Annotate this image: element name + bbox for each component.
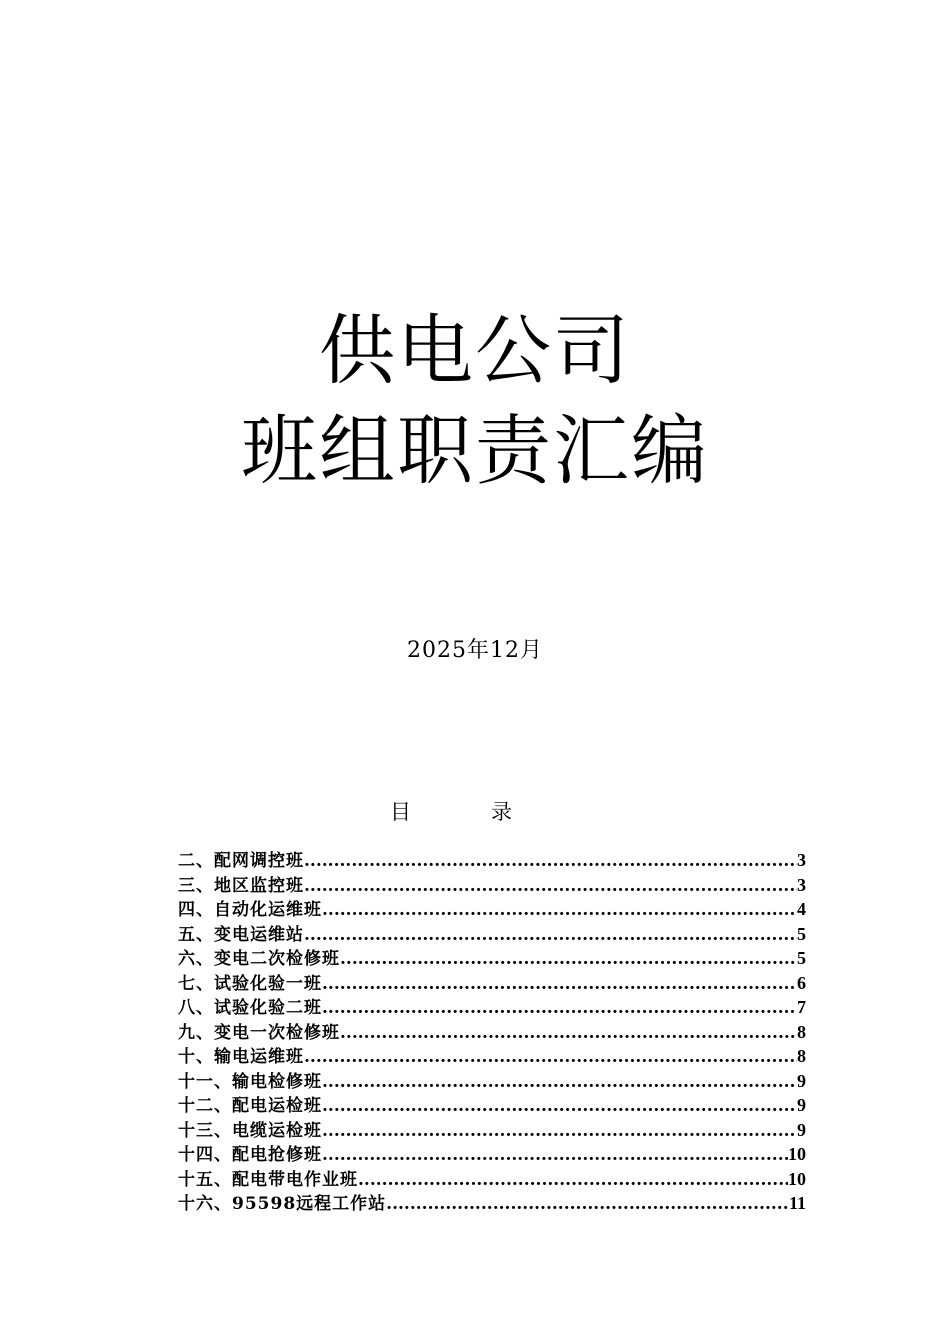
toc-entry-page: 11 (788, 1193, 806, 1213)
toc-leader-dots (340, 1023, 797, 1043)
toc-entry-page: 8 (797, 1021, 806, 1042)
toc-entry-label: 七、试验化验一班 (178, 973, 322, 993)
toc-entry[interactable] (178, 969, 806, 994)
toc-entry-page: 10 (788, 1144, 806, 1164)
toc-entry-label: 十三、电缆运检班 (178, 1120, 322, 1140)
toc-heading: 目录 (390, 800, 592, 824)
toc-entry[interactable] (178, 871, 806, 896)
toc-entry-label: 四、自动化运维班 (178, 900, 322, 920)
cover-title-line2: 班组职责汇编 (241, 406, 709, 495)
table-of-contents (178, 846, 806, 1214)
toc-leader-dots (304, 876, 797, 896)
toc-entry-label: 二、配网调控班 (178, 851, 304, 871)
toc-entry[interactable] (178, 944, 806, 969)
toc-entry-label: 十、输电运维班 (178, 1047, 304, 1067)
toc-entry-label: 十六、95598远程工作站 (178, 1194, 387, 1214)
toc-entry-page: 3 (797, 850, 806, 870)
toc-entry-label: 三、地区监控班 (178, 875, 304, 895)
toc-leader-dots (322, 1145, 788, 1165)
toc-leader-dots (322, 998, 797, 1018)
toc-entry-page: 9 (797, 1095, 806, 1115)
toc-entry[interactable] (178, 1042, 806, 1067)
toc-entry-page: 8 (797, 1046, 806, 1066)
cover-title-line1: 供电公司 (319, 306, 631, 395)
toc-entry[interactable] (178, 1067, 806, 1092)
toc-leader-dots (386, 1194, 789, 1214)
toc-entry-label: 九、变电一次检修班 (178, 1022, 340, 1042)
toc-entry-label: 十二、配电运检班 (178, 1096, 322, 1116)
toc-entry-page: 9 (797, 1070, 806, 1091)
toc-entry[interactable] (178, 1165, 806, 1190)
toc-leader-dots (304, 1047, 797, 1067)
toc-entry-label: 十五、配电带电作业班 (178, 1169, 358, 1189)
toc-entry[interactable] (178, 1091, 806, 1116)
toc-leader-dots (322, 974, 797, 994)
toc-entry-label: 八、试验化验二班 (178, 998, 322, 1018)
toc-leader-dots (358, 1170, 788, 1190)
toc-entry-label: 六、变电二次检修班 (178, 949, 340, 969)
toc-entry-label: 十四、配电抢修班 (178, 1145, 322, 1165)
toc-entry-page: 5 (797, 923, 806, 944)
toc-entry[interactable] (178, 1116, 806, 1141)
toc-entry-label: 十一、输电检修班 (178, 1071, 322, 1091)
toc-entry-page: 5 (797, 948, 806, 968)
toc-leader-dots (340, 949, 797, 969)
toc-entry[interactable] (178, 895, 806, 920)
toc-leader-dots (304, 925, 797, 945)
toc-entry[interactable] (178, 846, 806, 871)
toc-entry[interactable] (178, 1018, 806, 1043)
cover-date: 2025年12月 (407, 638, 543, 663)
toc-entry-page: 10 (788, 1168, 806, 1189)
toc-entry-page: 9 (797, 1119, 806, 1140)
toc-entry-page: 3 (797, 874, 806, 895)
toc-leader-dots (304, 851, 797, 871)
toc-entry-page: 6 (797, 972, 806, 993)
toc-leader-dots (322, 1096, 797, 1116)
toc-entry-label: 五、变电运维站 (178, 924, 304, 944)
toc-entry-page: 4 (797, 899, 806, 919)
toc-entry[interactable] (178, 993, 806, 1018)
toc-leader-dots (322, 900, 797, 920)
toc-entry[interactable] (178, 920, 806, 945)
toc-entry[interactable] (178, 1189, 806, 1214)
toc-leader-dots (322, 1121, 797, 1141)
toc-leader-dots (322, 1072, 797, 1092)
toc-entry-page: 7 (797, 997, 806, 1017)
toc-entry[interactable] (178, 1140, 806, 1165)
